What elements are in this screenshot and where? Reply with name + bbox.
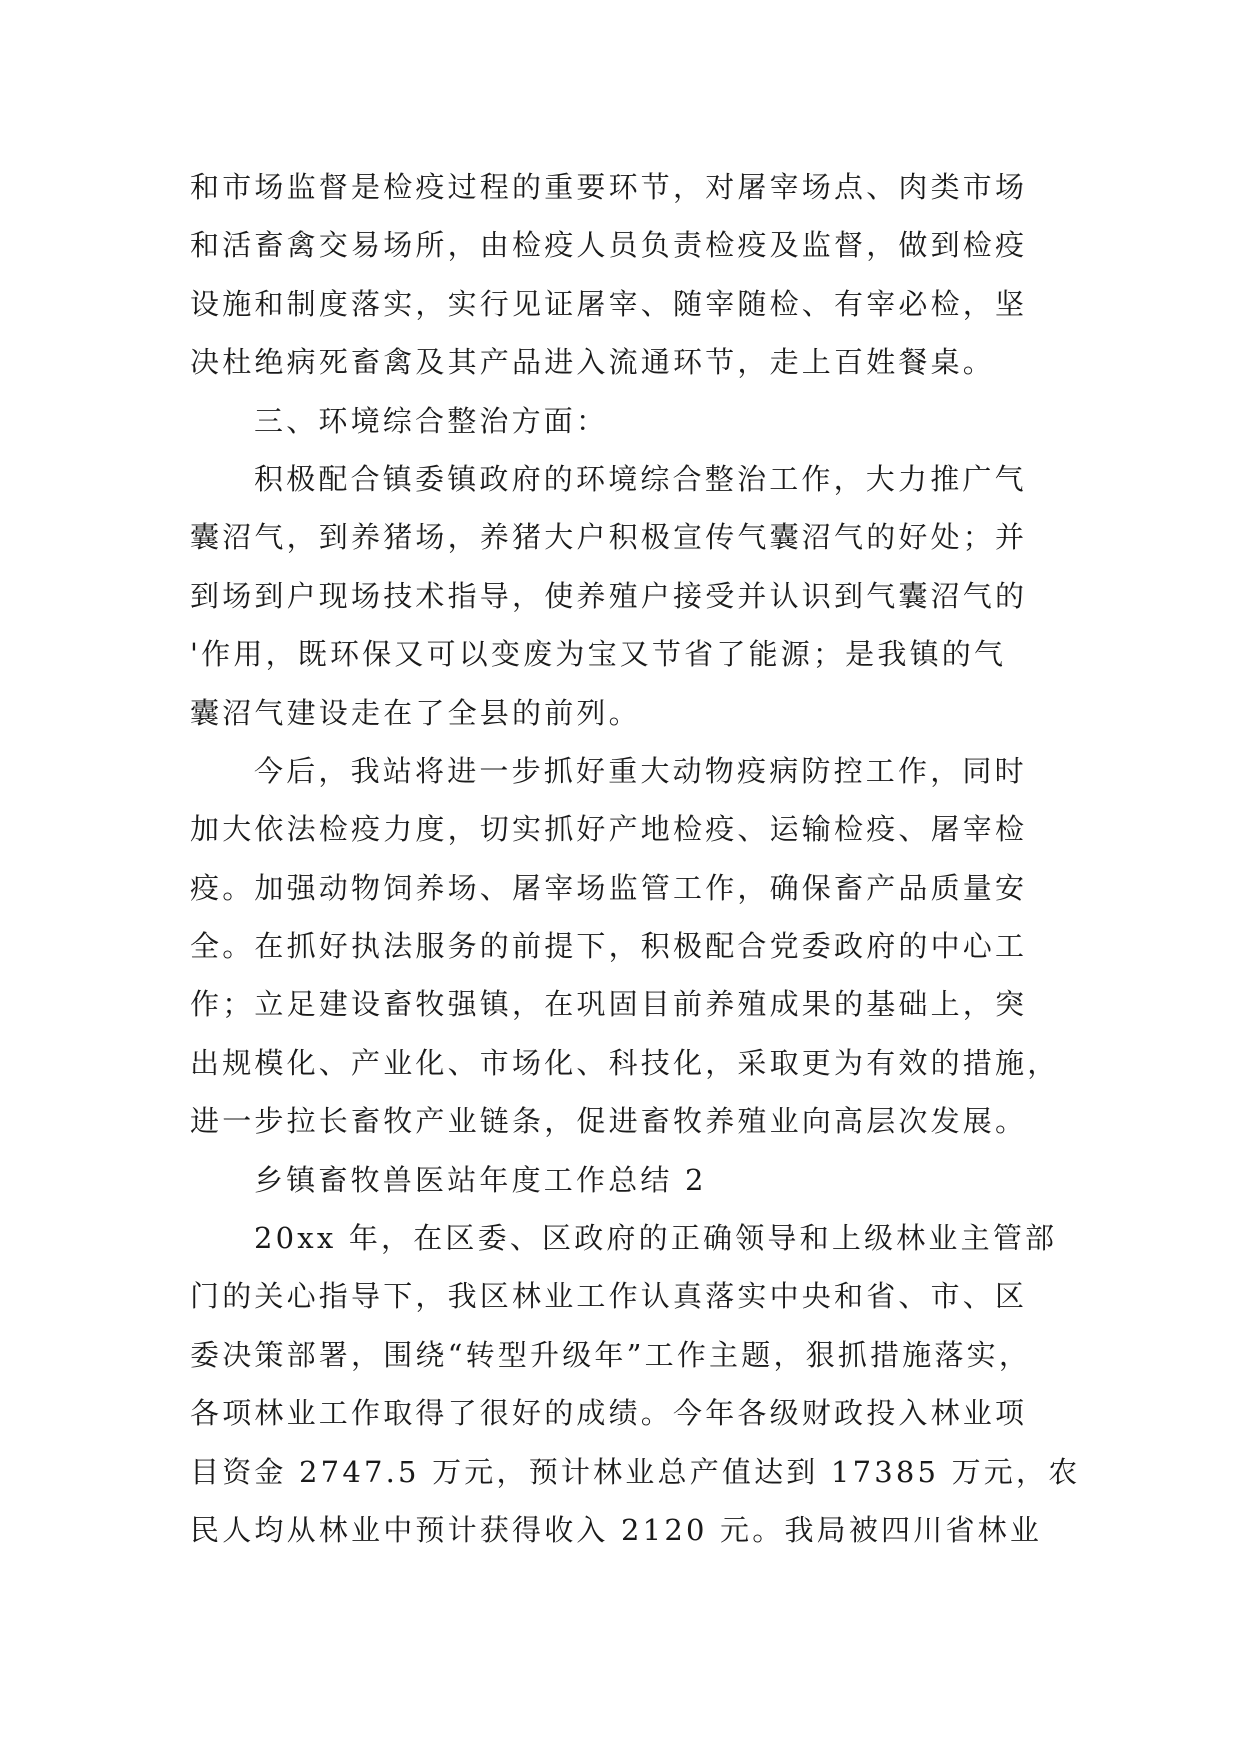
text-line: 全。在抓好执法服务的前提下，积极配合党委政府的中心工 [190, 929, 1028, 964]
text-line: 各项林业工作取得了很好的成绩。今年各级财政投入林业项 [190, 1396, 1028, 1431]
document-subtitle: 乡镇畜牧兽医站年度工作总结 2 [254, 1162, 707, 1197]
text-line: 囊沼气建设走在了全县的前列。 [190, 695, 641, 730]
text-line: 设施和制度落实，实行见证屠宰、随宰随检、有宰必检，坚 [190, 286, 1028, 321]
paragraph-start: 20xx 年，在区委、区政府的正确领导和上级林业主管部 [254, 1221, 1058, 1256]
text-line: 囊沼气，到养猪场，养猪大户积极宣传气囊沼气的好处；并 [190, 520, 1028, 555]
text-line: 目资金 2747.5 万元，预计林业总产值达到 17385 万元，农 [190, 1454, 1081, 1489]
text-line: 决杜绝病死畜禽及其产品进入流通环节，走上百姓餐桌。 [190, 345, 996, 380]
paragraph-start: 积极配合镇委镇政府的环境综合整治工作，大力推广气 [254, 461, 1027, 496]
text-line: 进一步拉长畜牧产业链条，促进畜牧养殖业向高层次发展。 [190, 1104, 1028, 1139]
text-line: 民人均从林业中预计获得收入 2120 元。我局被四川省林业 [190, 1512, 1043, 1547]
text-line: 疫。加强动物饲养场、屠宰场监管工作，确保畜产品质量安 [190, 870, 1028, 905]
text-line: 和市场监督是检疫过程的重要环节，对屠宰场点、肉类市场 [190, 170, 1028, 204]
text-line: 作；立足建设畜牧强镇，在巩固目前养殖成果的基础上，突 [190, 987, 1028, 1022]
text-line: 门的关心指导下，我区林业工作认真落实中央和省、市、区 [190, 1279, 1028, 1314]
body-text [190, 158, 1081, 1559]
text-line: 出规模化、产业化、市场化、科技化，采取更为有效的措施， [190, 1045, 1060, 1080]
text-line: 到场到户现场技术指导，使养殖户接受并认识到气囊沼气的 [190, 578, 1028, 613]
paragraph-start: 今后，我站将进一步抓好重大动物疫病防控工作，同时 [254, 753, 1027, 788]
text-line: 委决策部署，围绕“转型升级年”工作主题，狠抓措施落实， [190, 1337, 1032, 1372]
section-heading: 三、环境综合整治方面： [254, 403, 609, 438]
text-line: '作用，既环保又可以变废为宝又节省了能源；是我镇的气 [190, 637, 1007, 672]
text-line: 和活畜禽交易场所，由检疫人员负责检疫及监督，做到检疫 [190, 228, 1028, 263]
text-line: 加大依法检疫力度，切实抓好产地检疫、运输检疫、屠宰检 [190, 812, 1028, 847]
